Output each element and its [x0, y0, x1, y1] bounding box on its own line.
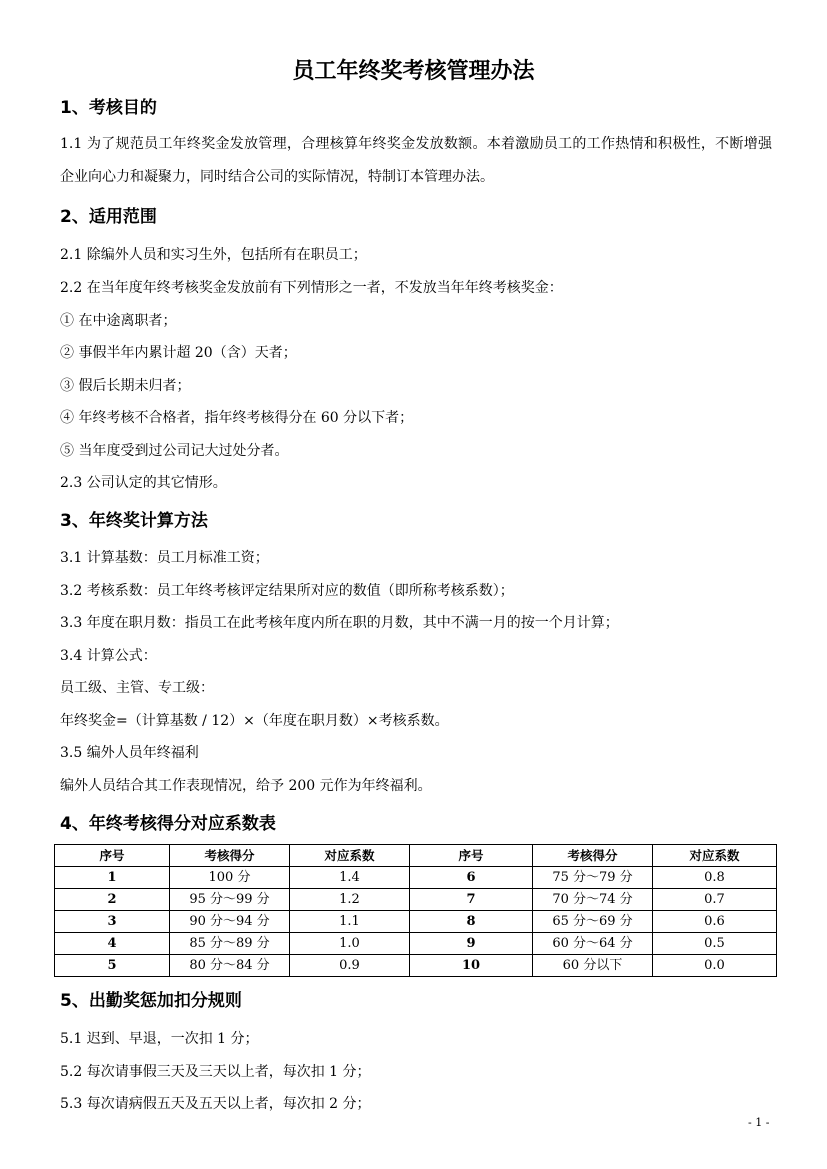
cell-index: 4 — [55, 933, 170, 955]
cell-index: 10 — [410, 955, 533, 977]
cell-index: 1 — [55, 867, 170, 889]
cell-coefficient: 1.0 — [290, 933, 410, 955]
cell-index: 9 — [410, 933, 533, 955]
header-coefficient: 对应系数 — [653, 845, 777, 867]
list-item-2: ② 事假半年内累计超 20（含）天者； — [60, 345, 297, 361]
cell-index: 7 — [410, 889, 533, 911]
cell-coefficient: 0.7 — [653, 889, 777, 911]
formula: 年终奖金=（计算基数 / 12）×（年度在职月数）×考核系数。 — [60, 713, 449, 729]
header-score: 考核得分 — [533, 845, 653, 867]
cell-score: 95 分～99 分 — [170, 889, 290, 911]
coefficient-table — [54, 844, 777, 977]
section-heading-4: 4、年终考核得分对应系数表 — [60, 814, 276, 834]
clause-2-3: 2.3 公司认定的其它情形。 — [60, 475, 227, 491]
header-index: 序号 — [55, 845, 170, 867]
list-item-4: ④ 年终考核不合格者，指年终考核得分在 60 分以下者； — [60, 410, 414, 426]
cell-score: 70 分～74 分 — [533, 889, 653, 911]
list-item-3: ③ 假后长期未归者； — [60, 378, 191, 394]
cell-score: 60 分～64 分 — [533, 933, 653, 955]
header-coefficient: 对应系数 — [290, 845, 410, 867]
clause-3-5-detail: 编外人员结合其工作表现情况，给予 200 元作为年终福利。 — [60, 778, 432, 794]
cell-coefficient: 0.9 — [290, 955, 410, 977]
clause-5-2: 5.2 每次请事假三天及三天以上者，每次扣 1 分； — [60, 1064, 371, 1080]
table-row — [55, 867, 777, 889]
cell-coefficient: 0.0 — [653, 955, 777, 977]
cell-index: 2 — [55, 889, 170, 911]
cell-coefficient: 1.4 — [290, 867, 410, 889]
cell-index: 3 — [55, 911, 170, 933]
cell-coefficient: 0.5 — [653, 933, 777, 955]
cell-score: 90 分～94 分 — [170, 911, 290, 933]
cell-coefficient: 0.6 — [653, 911, 777, 933]
header-index: 序号 — [410, 845, 533, 867]
clause-5-3: 5.3 每次请病假五天及五天以上者，每次扣 2 分； — [60, 1096, 371, 1112]
cell-index: 6 — [410, 867, 533, 889]
clause-3-5: 3.5 编外人员年终福利 — [60, 745, 199, 761]
formula-scope: 员工级、主管、专工级： — [60, 680, 214, 696]
paragraph-1-1: 1.1 为了规范员工年终奖金发放管理，合理核算年终奖金发放数额。本着激励员工的工作热情和积极性，不断增强企业向心力和凝聚力，同时结合公司的实际情况，特制订本管理办法。 — [60, 136, 772, 185]
clause-3-2: 3.2 考核系数：员工年终考核评定结果所对应的数值（即所称考核系数）； — [60, 583, 514, 599]
clause-3-4: 3.4 计算公式： — [60, 648, 157, 664]
clause-3-1: 3.1 计算基数：员工月标准工资； — [60, 550, 269, 566]
header-score: 考核得分 — [170, 845, 290, 867]
cell-score: 85 分～89 分 — [170, 933, 290, 955]
section-heading-5: 5、出勤奖惩加扣分规则 — [60, 991, 242, 1011]
table-row — [55, 955, 777, 977]
cell-score: 100 分 — [170, 867, 290, 889]
clause-2-2: 2.2 在当年度年终考核奖金发放前有下列情形之一者，不发放当年年终考核奖金： — [60, 280, 563, 296]
table-row — [55, 911, 777, 933]
section-heading-3: 3、年终奖计算方法 — [60, 511, 208, 531]
list-item-1: ① 在中途离职者； — [60, 313, 177, 329]
page-number: - 1 - — [748, 1116, 770, 1129]
section-heading-1: 1、考核目的 — [60, 98, 157, 118]
list-item-5: ⑤ 当年度受到过公司记大过处分者。 — [60, 443, 289, 459]
section-heading-2: 2、适用范围 — [60, 207, 157, 227]
cell-score: 65 分～69 分 — [533, 911, 653, 933]
cell-score: 80 分～84 分 — [170, 955, 290, 977]
cell-score: 75 分～79 分 — [533, 867, 653, 889]
cell-coefficient: 1.1 — [290, 911, 410, 933]
cell-index: 8 — [410, 911, 533, 933]
clause-3-3: 3.3 年度在职月数：指员工在此考核年度内所在职的月数，其中不满一月的按一个月计算； — [60, 615, 619, 631]
clause-5-1: 5.1 迟到、早退，一次扣 1 分； — [60, 1031, 259, 1047]
cell-coefficient: 0.8 — [653, 867, 777, 889]
cell-score: 60 分以下 — [533, 955, 653, 977]
table-row — [55, 933, 777, 955]
table-row — [55, 889, 777, 911]
clause-2-1: 2.1 除编外人员和实习生外，包括所有在职员工； — [60, 247, 367, 263]
page-title: 员工年终奖考核管理办法 — [292, 59, 535, 84]
cell-coefficient: 1.2 — [290, 889, 410, 911]
cell-index: 5 — [55, 955, 170, 977]
table-header-row — [55, 845, 777, 867]
